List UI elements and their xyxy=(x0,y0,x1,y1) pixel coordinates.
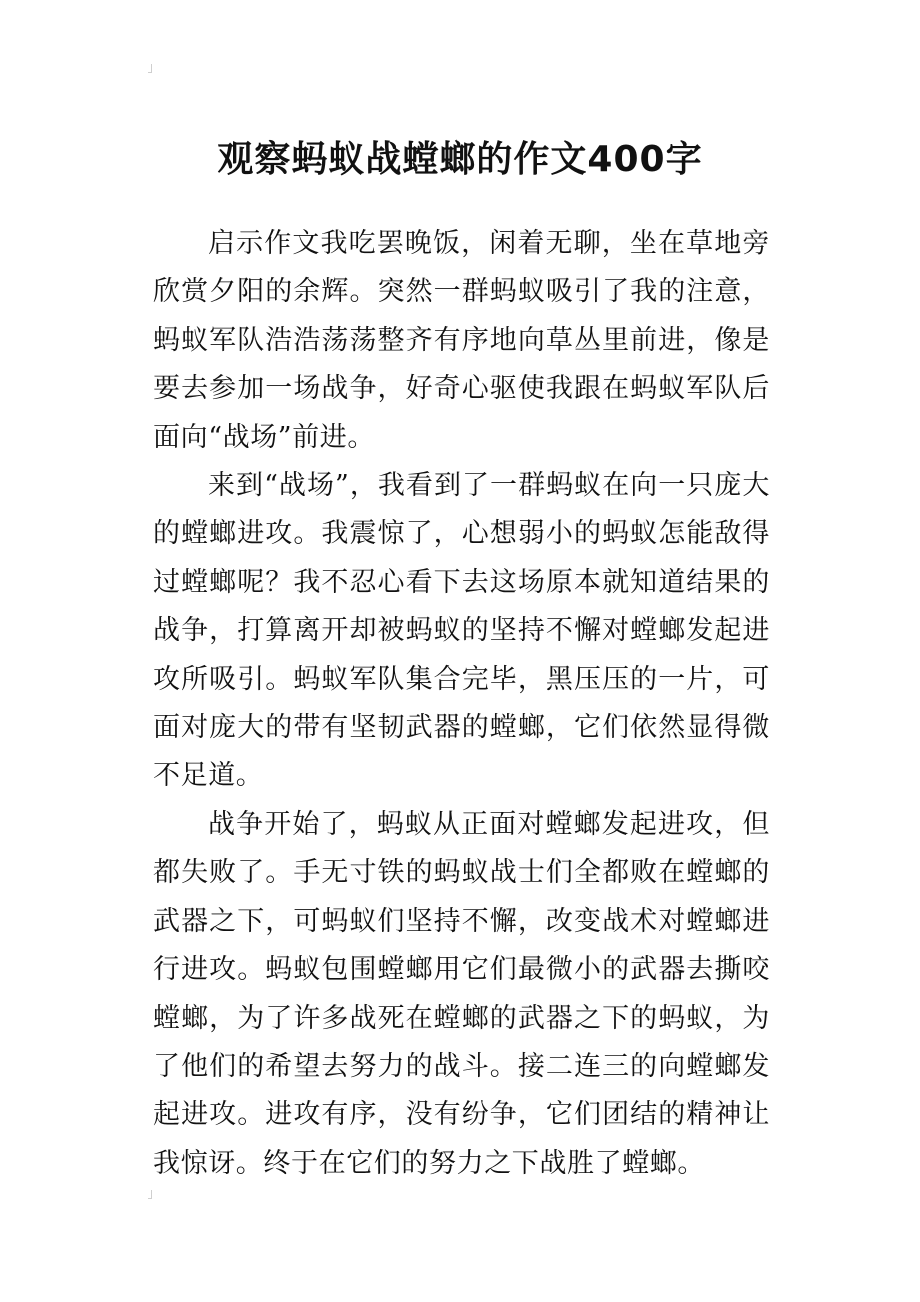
corner-crop-mark xyxy=(148,64,156,74)
paragraph-2: 来到“战场”，我看到了一群蚂蚁在向一只庞大的螳螂进攻。我震惊了，心想弱小的蚂蚁怎能敌得过螳螂呢？我不忍心看下去这场原本就知道结果的战争，打算离开却被蚂蚁的坚持不懈对螳螂发起进攻所吸引。蚂蚁军队集合完毕，黑压压的一片，可面对庞大的带有坚韧武器的螳螂，它们依然显得微不足道。 xyxy=(153,470,770,792)
paragraph-3: 战争开始了，蚂蚁从正面对螳螂发起进攻，但都失败了。手无寸铁的蚂蚁战士们全都败在螳螂的武器之下，可蚂蚁们坚持不懈，改变战术对螳螂进行进攻。蚂蚁包围螳螂用它们最微小的武器去撕咬螳螂，为了许多战死在螳螂的武器之下的蚂蚁，为了他们的希望去努力的战斗。接二连三的向螳螂发起进攻。进攻有序，没有纷争，它们团结的精神让我惊讶。终于在它们的努力之下战胜了螳螂。 xyxy=(153,808,770,1179)
corner-crop-mark xyxy=(148,1190,156,1200)
article-body xyxy=(153,220,770,1188)
paragraph-1: 启示作文我吃罢晚饭，闲着无聊，坐在草地旁欣赏夕阳的余辉。突然一群蚂蚁吸引了我的注意，蚂蚁军队浩浩荡荡整齐有序地向草丛里前进，像是要去参加一场战争，好奇心驱使我跟在蚂蚁军队后面向“战场”前进。 xyxy=(153,228,770,453)
page-title: 观察蚂蚁战螳螂的作文400字 xyxy=(217,139,703,181)
